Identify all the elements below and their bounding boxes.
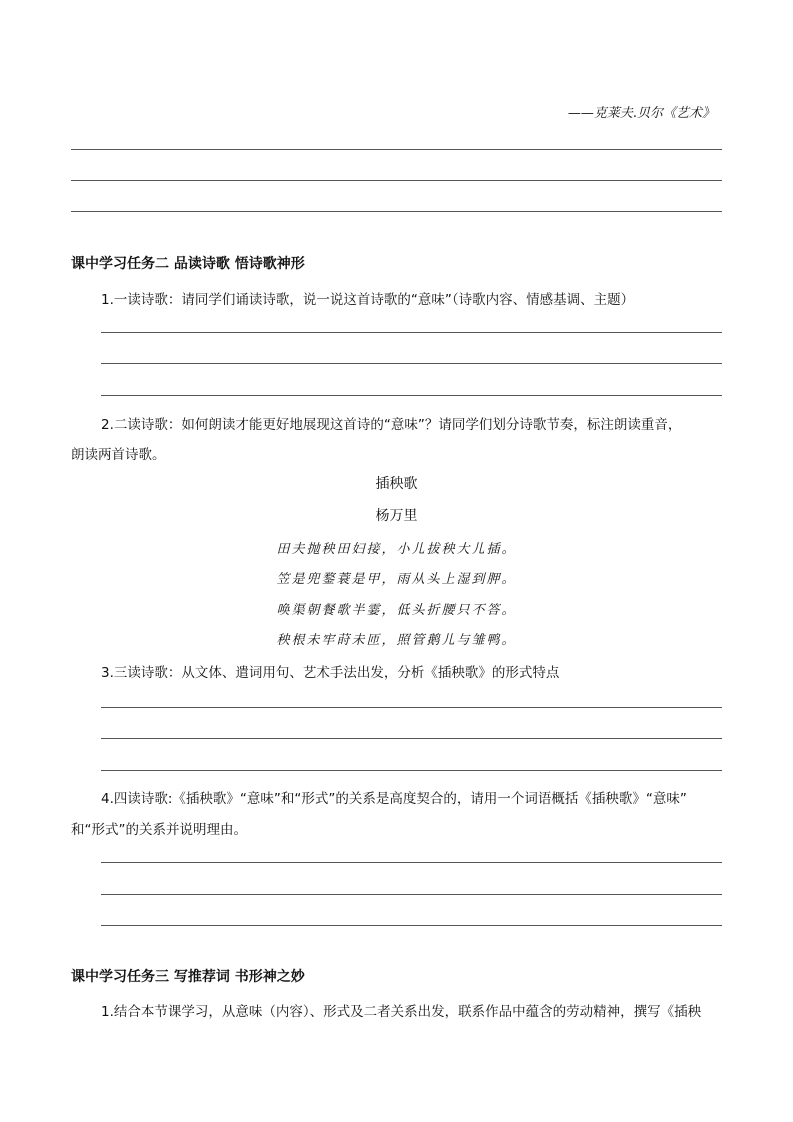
answer-line xyxy=(101,395,722,396)
poem-line: 笠是兜鍪蓑是甲，雨从头上湿到胛。 xyxy=(276,572,517,587)
task2-q3: 3.三读诗歌：从文体、遣词用句、艺术手法出发，分析《插秧歌》的形式特点 xyxy=(101,665,560,681)
task2-q1: 1.一读诗歌：请同学们诵读诗歌，说一说这首诗歌的“意味”（诗歌内容、情感基调、主题） xyxy=(101,292,635,308)
answer-line xyxy=(101,925,722,926)
answer-line xyxy=(101,770,722,771)
poem-line: 秧根未牢莳未匝，照管鹅儿与雏鸭。 xyxy=(276,633,517,648)
task2-q4-line1: 4.四读诗歌:《插秧歌》“意味”和“形式”的关系是高度契合的，请用一个词语概括《插秧歌》“意味” xyxy=(101,791,687,807)
poem-line: 唤渠朝餐歌半霎，低头折腰只不答。 xyxy=(276,603,517,618)
answer-line xyxy=(101,332,722,333)
answer-line xyxy=(101,707,722,708)
answer-line xyxy=(101,894,722,895)
answer-line xyxy=(101,738,722,739)
task3-q1: 1.结合本节课学习，从意味（内容）、形式及二者关系出发，联系作品中蕴含的劳动精神，撰写《插秧 xyxy=(101,1004,702,1020)
poem-line: 田夫抛秧田妇接，小儿拔秧大儿插。 xyxy=(276,542,517,557)
task2-q4-line2: 和“形式”的关系并说明理由。 xyxy=(71,822,247,838)
poem-author: 杨万里 xyxy=(375,508,418,524)
answer-line xyxy=(101,363,722,364)
task2-heading: 课中学习任务二 品读诗歌 悟诗歌神形 xyxy=(71,256,305,272)
task2-q2-line1: 2.二读诗歌：如何朗读才能更好地展现这首诗的“意味”？请同学们划分诗歌节奏，标注朗读重音， xyxy=(101,417,682,433)
answer-line xyxy=(71,149,722,150)
task3-heading: 课中学习任务三 写推荐词 书形神之妙 xyxy=(71,969,305,985)
attribution: ——克莱夫.贝尔《艺术》 xyxy=(567,106,715,121)
answer-line xyxy=(71,211,722,212)
answer-line xyxy=(101,862,722,863)
poem-title: 插秧歌 xyxy=(375,476,418,492)
task2-q2-line2: 朗读两首诗歌。 xyxy=(71,447,166,463)
answer-line xyxy=(71,180,722,181)
